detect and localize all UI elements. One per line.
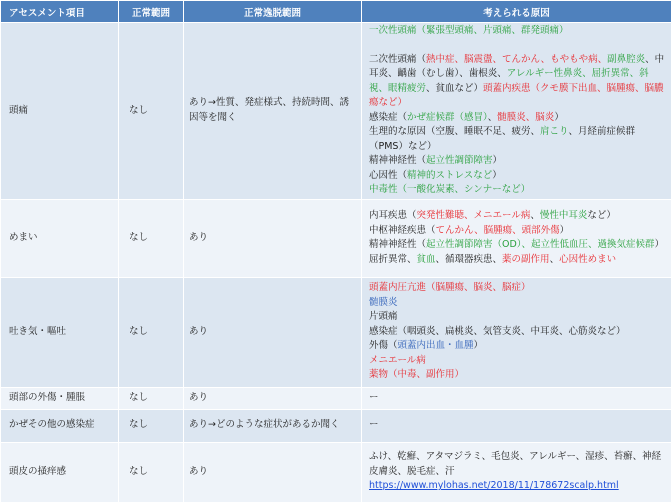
- cause-text: 突発性難聴、メニエール病: [417, 210, 531, 221]
- cause-text: てんかん、脳腫瘍、頭部外傷: [436, 225, 560, 236]
- cause-text: ）: [560, 225, 570, 236]
- cause-line: [369, 281, 667, 296]
- deviation-range: あり: [184, 387, 362, 409]
- possible-causes: [362, 387, 671, 409]
- cause-line: [369, 183, 667, 198]
- cause-text: ふけ、乾癬、アタマジラミ、毛包炎、アレルギー、湿疹、苔癬、神経皮膚炎、脱毛症、汗: [369, 451, 661, 477]
- header-normal: 正常範囲: [119, 1, 184, 23]
- cause-line: [369, 125, 667, 154]
- cause-line: [369, 339, 667, 354]
- reference-link[interactable]: https://www.mylohas.net/2018/11/178672scalp.html: [369, 480, 619, 491]
- normal-range: なし: [119, 23, 184, 200]
- cause-text: 髄膜炎: [369, 297, 398, 308]
- header-deviation: 正常逸脱範囲: [184, 1, 362, 23]
- cause-text: 心因性（: [369, 170, 407, 181]
- table-row: [1, 409, 671, 442]
- cause-text: ー: [369, 419, 379, 430]
- cause-text: ー: [369, 392, 379, 403]
- deviation-range: あり→どのような症状があるか聞く: [184, 409, 362, 442]
- cause-text: 中毒性（一酸化炭素、シンナーなど）: [369, 184, 530, 195]
- normal-range: なし: [119, 442, 184, 502]
- table-row: [1, 387, 671, 409]
- cause-text: 感染症（: [369, 112, 407, 123]
- deviation-range: あり: [184, 442, 362, 502]
- cause-text: 感染症（咽頭炎、扁桃炎、気管支炎、中耳炎、心筋炎など）: [369, 326, 626, 337]
- cause-line: [369, 450, 667, 479]
- cause-line: [369, 238, 667, 253]
- assessment-item: 吐き気・嘔吐: [1, 277, 119, 387]
- possible-causes: [362, 199, 671, 277]
- cause-line: [369, 169, 667, 184]
- cause-line: [369, 24, 667, 39]
- cause-text: 、: [530, 210, 540, 221]
- cause-text: 慢性中耳炎: [540, 210, 588, 221]
- cause-text: かぜ症候群（感冒）: [407, 112, 488, 123]
- normal-range: なし: [119, 387, 184, 409]
- header-cause: 考えられる原因: [362, 1, 671, 23]
- cause-text: 、中耳炎、齲歯（むし歯）、歯根炎、: [369, 54, 664, 80]
- deviation-range: あり: [184, 277, 362, 387]
- cause-text: 、: [550, 254, 560, 265]
- cause-text: 一次性頭痛（緊張型頭痛、片頭痛、群発頭痛）: [369, 25, 569, 36]
- cause-text: 起立性調節障害（OD）、起立性低血圧、過換気症候群: [426, 239, 655, 250]
- cause-spacer: [369, 39, 667, 53]
- cause-text: 、月経前症候群（PMS）など）: [369, 126, 635, 152]
- cause-text: ）: [474, 340, 484, 351]
- cause-text: 頭蓋内出血・血腫: [398, 340, 474, 351]
- cause-text: 、循環器疾患、: [436, 254, 503, 265]
- possible-causes: [362, 409, 671, 442]
- cause-text: 貧血: [417, 254, 436, 265]
- cause-text: 頭蓋内圧亢進（脳腫瘍、脳炎、脳症）: [369, 282, 531, 293]
- header-row: [1, 1, 671, 23]
- deviation-range: あり: [184, 199, 362, 277]
- normal-range: なし: [119, 409, 184, 442]
- cause-line: [369, 354, 667, 369]
- cause-text: 屈折異常、: [369, 254, 417, 265]
- header-item: アセスメント項目: [1, 1, 119, 23]
- cause-text: メニエール病: [369, 355, 426, 366]
- cause-text: ）: [655, 239, 665, 250]
- cause-line: [369, 111, 667, 126]
- table-row: [1, 199, 671, 277]
- assessment-item: 頭部の外傷・腫脹: [1, 387, 119, 409]
- cause-text: など）: [587, 210, 616, 221]
- cause-text: 、貧血など）: [426, 83, 483, 94]
- possible-causes: [362, 277, 671, 387]
- deviation-range: あり→性質、発症様式、持続時間、誘因等を聞く: [184, 23, 362, 200]
- cause-line: [369, 325, 667, 340]
- cause-text: 精神的ストレスなど: [407, 170, 492, 181]
- cause-line: [369, 224, 667, 239]
- cause-text: 、: [488, 112, 498, 123]
- cause-text: 心因性めまい: [559, 254, 616, 265]
- table-row: [1, 277, 671, 387]
- table-row: [1, 23, 671, 200]
- cause-line: [369, 368, 667, 383]
- cause-text: 精神神経性（: [369, 155, 426, 166]
- cause-text: 熱中症、脳震盪、てんかん、もやもや病、: [426, 54, 607, 65]
- assessment-item: めまい: [1, 199, 119, 277]
- cause-text: 髄膜炎、脳炎: [497, 112, 554, 123]
- cause-text: 中枢神経疾患（: [369, 225, 436, 236]
- assessment-item: 頭皮の掻痒感: [1, 442, 119, 502]
- cause-text: 精神神経性（: [369, 239, 426, 250]
- cause-text: 肩こり: [540, 126, 569, 137]
- cause-text: ）: [493, 155, 503, 166]
- assessment-item: かぜその他の感染症: [1, 409, 119, 442]
- possible-causes: [362, 23, 671, 200]
- cause-text: 片頭痛: [369, 311, 398, 322]
- cause-text: 起立性調節障害: [426, 155, 493, 166]
- assessment-item: 頭痛: [1, 23, 119, 200]
- cause-text: 薬の副作用: [502, 254, 550, 265]
- cause-text: 二次性頭痛（: [369, 54, 426, 65]
- cause-line: [369, 310, 667, 325]
- cause-line: [369, 296, 667, 311]
- cause-line: [369, 391, 667, 406]
- cause-text: 副鼻腔炎: [607, 54, 645, 65]
- cause-line: [369, 418, 667, 433]
- cause-text: 薬物（中毒、副作用）: [369, 369, 464, 380]
- cause-line: [369, 209, 667, 224]
- cause-line: [369, 53, 667, 111]
- cause-text: 頭蓋内疾患（クモ膜下出血、脳腫瘍、脳膿瘍など）: [369, 83, 664, 109]
- cause-text: 生理的な原因（空腹、睡眠不足、疲労、: [369, 126, 540, 137]
- cause-line: [369, 253, 667, 268]
- cause-text: 外傷（: [369, 340, 398, 351]
- normal-range: なし: [119, 199, 184, 277]
- cause-text: 内耳疾患（: [369, 210, 417, 221]
- table-row: [1, 442, 671, 502]
- cause-text: ）: [492, 170, 502, 181]
- normal-range: なし: [119, 277, 184, 387]
- cause-text: ）: [554, 112, 564, 123]
- cause-line: [369, 479, 667, 494]
- cause-text: アレルギー性鼻炎、屈折異常、斜視、眼精疲労: [369, 68, 649, 94]
- possible-causes: [362, 442, 671, 502]
- cause-line: [369, 154, 667, 169]
